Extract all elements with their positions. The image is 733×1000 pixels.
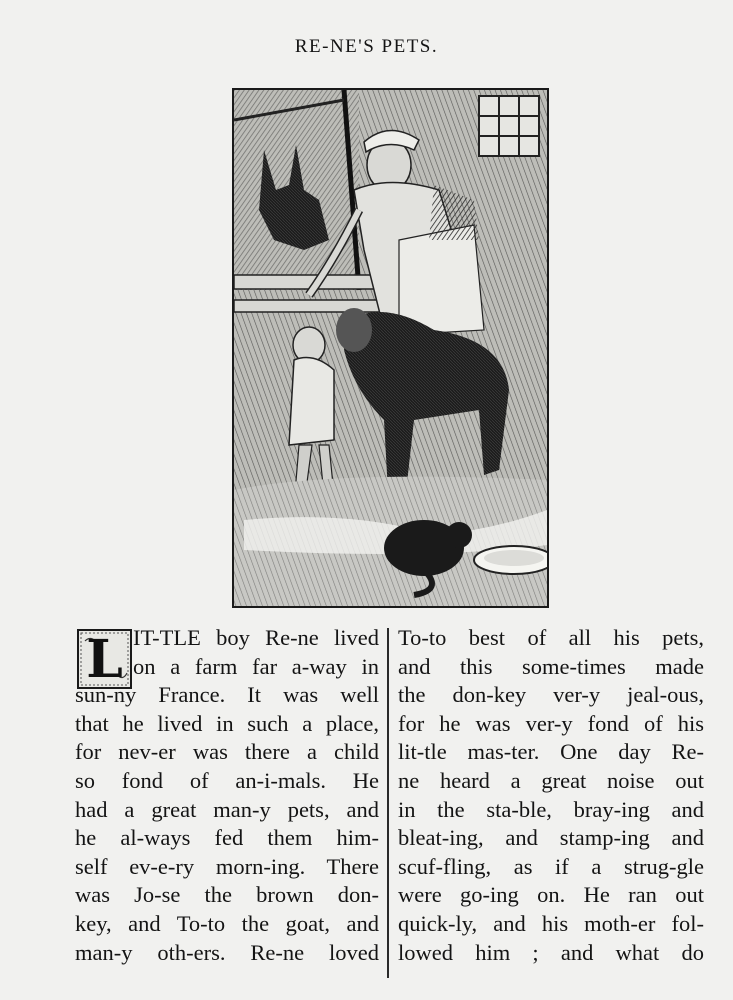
text-line: key, and To-to the goat, and	[75, 910, 379, 936]
text-line: had a great man-y pets, and	[75, 796, 379, 822]
text-line: in the sta-ble, bray-ing and	[398, 796, 704, 822]
text-line: scuf-fling, as if a strug-gle	[398, 853, 704, 879]
text-line: IT-TLE boy Re-ne lived	[133, 625, 379, 650]
left-text-column	[75, 624, 379, 967]
text-line: ne heard a great noise out	[398, 767, 704, 793]
text-line: on a farm far a-way in	[133, 653, 379, 679]
text-line: he al-ways fed them him-	[75, 825, 379, 851]
text-line: and this some-times made	[398, 653, 704, 679]
right-text-column	[398, 624, 704, 967]
text-line: the don-key ver-y jeal-ous,	[398, 682, 704, 708]
text-line: were go-ing on. He ran out	[398, 882, 704, 908]
text-line: lowed him ; and what do	[398, 939, 704, 965]
text-line: for nev-er was there a child	[75, 739, 379, 765]
text-line: bleat-ing, and stamp-ing and	[398, 825, 704, 851]
page-title: RE-NE'S PETS.	[294, 36, 439, 57]
text-line: To-to best of all his pets,	[398, 625, 704, 650]
text-line: was Jo-se the brown don-	[75, 882, 379, 908]
text-line: for he was ver-y fond of his	[398, 710, 704, 736]
column-divider	[387, 628, 389, 978]
text-line: self ev-e-ry morn-ing. There	[75, 853, 379, 879]
text-line: lit-tle mas-ter. One day Re-	[398, 739, 704, 765]
text-line: so fond of an-i-mals. He	[75, 767, 379, 793]
text-line: man-y oth-ers. Re-ne loved	[75, 939, 379, 965]
engraving-illustration	[232, 88, 549, 608]
text-line: quick-ly, and his moth-er fol-	[398, 910, 704, 936]
text-line: that he lived in such a place,	[75, 710, 379, 736]
text-line: sun-ny France. It was well	[75, 682, 379, 708]
dropcap-letter: L	[86, 629, 123, 690]
